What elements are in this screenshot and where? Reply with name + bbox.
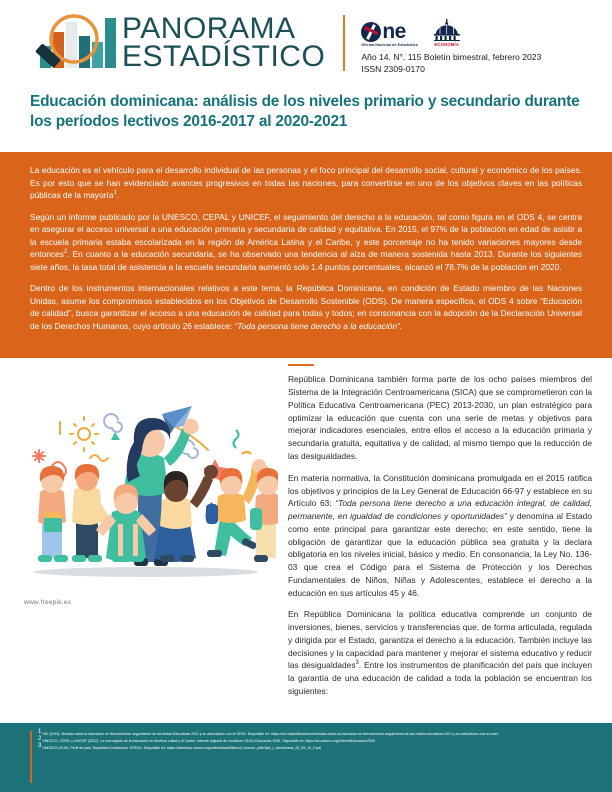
one-o-icon xyxy=(361,22,381,42)
one-logo xyxy=(361,19,418,47)
one-wordmark: ne xyxy=(382,19,406,43)
body-p2-quote: “Toda persona tiene derecho a una educación integral, de calidad, permanente, en igualdad de condiciones y oportunidades” xyxy=(288,498,592,522)
intro-p1-text: La educación es el vehículo para el desarrollo individual de las personas y el foco principal del desarrollo social, cultural y económico de los países. Es por esto que se han evidenciado avances progresivos en todas las naciones, para convertirse en uno de los objetivos claves en las políticas públicas de la mayoría xyxy=(30,165,582,201)
content-area xyxy=(0,358,612,723)
body-p3-text: En República Dominicana la política educativa comprende un conjunto de inversiones, bienes, servicios y transferencias que, de forma articulada, regulada y dirigida por el Estado, garantiza el derecho a la educación. También incluye las decisiones y la capacidad para mantener y mejorar el sistema educativo y reducir las desigualdades xyxy=(288,609,592,671)
header-divider xyxy=(343,15,345,71)
footnote-item xyxy=(38,729,600,737)
intro-p2-text: Según un informe publicado por la UNESCO, CEPAL y UNICEF, el seguimiento del derecho a la educación, tal como figura en el ODS 4, se centra en asegurar el acceso universal a una educación primaria y secundaria de calidad y equitativa. En 2015, el 97% de la población en edad de asistir a la escuela primaria estaba escolarizada en la región de América Latina y el Caribe, y este porcentaje no ha tenido variaciones mayores desde entonces xyxy=(30,211,582,260)
image-credit: www.freepik.es xyxy=(24,599,72,606)
masthead xyxy=(0,12,325,74)
brand-line-2: ESTADÍSTICO xyxy=(122,40,326,73)
intro-paragraph-3 xyxy=(30,282,582,332)
body-p2-tail: y denomina al Estado como ente principal para garantizar este derecho; en este sentido, tiene la obligación de garantizar que la educación pública sea gratuita y la declara obligatoria en los niveles inicial, básico y medio. En consonancia, la Ley No. 136-03 que crea el Código para el Sistema de Protección y los Derechos Fundamentales de Niños, Niñas y Adolescentes, establece el derecho a la educación en sus artículos 45 y 46. xyxy=(288,511,592,598)
footnotes-list xyxy=(38,729,600,752)
escudo-label: ECONOMÍA xyxy=(434,41,460,47)
text-column xyxy=(288,364,592,707)
body-paragraph-1: República Dominicana también forma parte de los ocho países miembros del Sistema de la Integración Centroamericana (SICA) que se comprometieron con la Política Educativa Centroamericana (PEC) 2013-2030, un plan estratégico para optimizar la educación que cuenta con una serie de metas y objetivos para mejorar indicadores esenciales, entre ellos el acceso a la educación primaria y secundaria gratuita, equitativa y de calidad, al mismo tiempo que la reducción de las desigualdades. xyxy=(288,374,592,461)
teacher-with-children-illustration xyxy=(14,362,278,594)
footnote-text-2: UNESCO, CEPAL y UNICEF (2022). La encrucijada de la educación en América Latina y el Caribe: informe regional de monitoreo ODS4-Educación 2030. Disponible en: https://es.unesco.org/InformeEducacion2030 xyxy=(42,738,375,743)
footer-accent-bar xyxy=(30,731,32,783)
bar-chart-magnifier-logo xyxy=(22,12,118,74)
intro-paragraph-2 xyxy=(30,211,582,274)
one-subtitle: Oficina Nacional de Estadística xyxy=(361,42,418,47)
footnote-text-1: OEI (2019). Miradas sobre la educación en Iberoamérica: seguimiento de las Metas Educativas 2021 y su articulación con el ODS4. Disponible en: https://oei.int/publicaciones/miradas-sobre-la-educacion-en-iberoamerica-seguimiento-de-las-metas-educativas-2021-y-su-articulacion-con-el-ods4 xyxy=(42,732,499,737)
intro-paragraph-1: La educación es el vehículo para el desarrollo individual de las personas y el foco principal del desarrollo social, cultural y económico de los países. Es por esto que se han evidenciado avances progresivos en todas las naciones, para convertirse en uno de los objetivos claves en las políticas públicas de la mayoría$^1$. xyxy=(30,165,582,201)
section-rule xyxy=(288,364,314,366)
footnote-ref-2: 2 xyxy=(63,249,68,256)
intro-p3-quote: “Toda persona tiene derecho a la educación”. xyxy=(234,320,403,331)
page-title: Educación dominicana: análisis de los niveles primario y secundario durante los períodos lectivos 2016-2017 al 2020-2021 xyxy=(30,93,580,131)
body-p2-text: En materia normativa, la Constitución dominicana promulgada en el 2015 ratifica los objetivos y principios de la Ley General de Educación 66-97 y establece en su Artículo 63: xyxy=(288,472,592,509)
issue-line-2: ISSN 2309-0170 xyxy=(361,63,425,74)
footnote-marker-3: 3 xyxy=(38,742,42,749)
body-paragraph-2 xyxy=(288,472,592,600)
intro-banner xyxy=(0,152,612,358)
body-p3-tail: . Entre los instrumentos de planificación del país que incluyen la garantía de una educación de calidad a toda la población se encuentran los siguientes: xyxy=(288,660,592,696)
brand-line-1: PANORAMA xyxy=(122,12,296,46)
page-footer xyxy=(0,723,612,792)
body-paragraph-3 xyxy=(288,608,592,697)
footnote-ref-3: 3 xyxy=(355,660,359,667)
brand-wordmark xyxy=(122,12,326,73)
footnote-ref-1: 1 xyxy=(113,190,117,197)
issue-info-block xyxy=(361,11,541,75)
dominican-republic-dome-emblem xyxy=(432,19,462,47)
footnote-text-3: UNESCO (2019). Perfil de país: República Dominicana. SITEAL. Disponible en: https://siteal.iiep.unesco.org/sites/default/files/sit_informe_pdfs/dpe_r_dominicana_25_09_19_0.pdf xyxy=(42,745,321,750)
issue-details xyxy=(361,52,541,75)
footnote-item xyxy=(38,735,600,744)
footnote-marker-1: 1 xyxy=(38,729,42,735)
issue-line-1: Año 14, N°. 115 Boletín bimestral, febrero 2023 xyxy=(361,51,542,62)
agency-logos xyxy=(361,11,541,47)
title-area xyxy=(30,92,590,133)
intro-p2-tail: . En cuanto a la educación secundaria, se ha observado una tendencia al alza de manera sostenida hasta 2013. Durante los siguientes siete años, la tasa total de asistencia a la escuela secundaria aumentó solo 1.4 puntos porcentuales, alcanzó el 78.7% de la población en 2020. xyxy=(30,249,582,272)
intro-p3-text: Dentro de los instrumentos internacionales relativos a este tema, la República Dominicana, en condición de Estado miembro de las Naciones Unidas, asume los compromisos establecidos en los Objetivos de Desarrollo Sostenible (ODS). De manera específica, el ODS 4 sobre “Educación de calidad”, busca garantizar el acceso a una educación de calidad para todas y todos; en consonancia con la adopción de la Declaración Universal de los Derechos Humanos, cuyo artículo 26 establece: xyxy=(30,283,582,331)
page-header xyxy=(0,0,612,86)
footnote-item xyxy=(38,742,600,751)
illustration-column xyxy=(14,362,282,606)
footnote-marker-2: 2 xyxy=(38,735,42,742)
